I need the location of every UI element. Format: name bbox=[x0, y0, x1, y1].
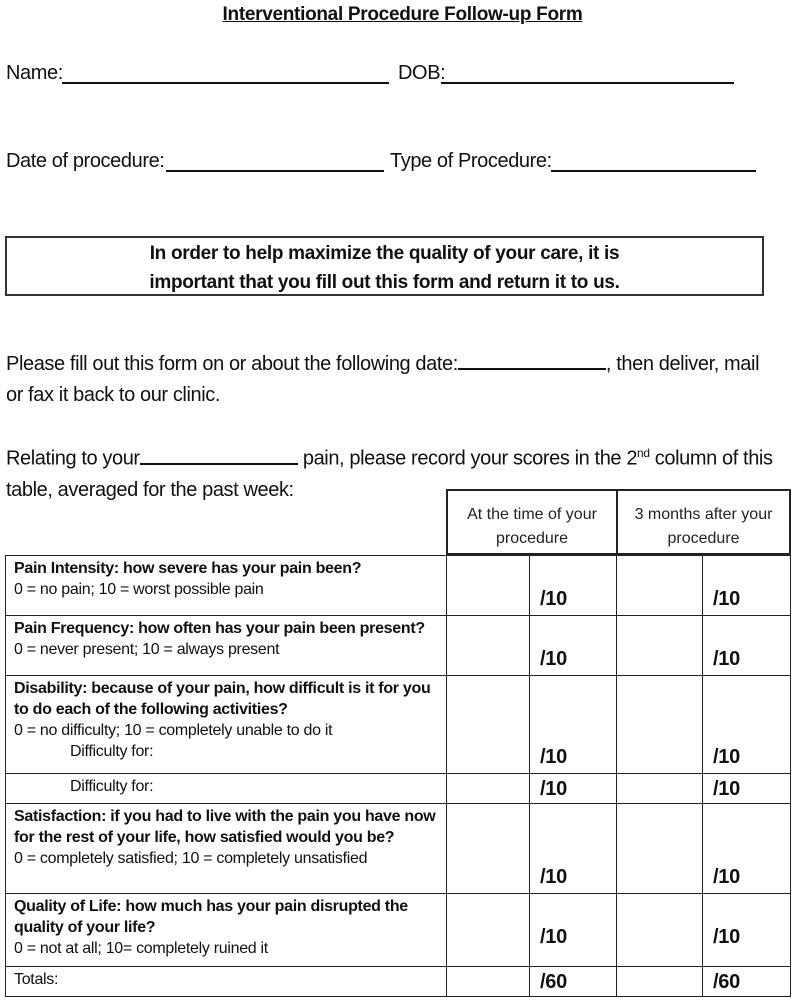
score-entry-cell[interactable] bbox=[447, 894, 530, 967]
score-value: /10 bbox=[703, 676, 791, 774]
instructions-paragraph-1 bbox=[6, 349, 791, 411]
row-title: Pain Intensity: how severe has your pain been? bbox=[14, 560, 362, 577]
row-description bbox=[6, 556, 447, 616]
table-row bbox=[6, 774, 791, 804]
score-entry-cell[interactable] bbox=[617, 556, 703, 616]
procedure-date-label: Date of procedure: bbox=[6, 150, 165, 172]
score-entry-cell[interactable] bbox=[447, 967, 530, 997]
row-sub: Difficulty for: bbox=[70, 743, 154, 760]
row-title: Satisfaction: if you had to live with the pain you have now for the rest of your life, how satisfied would you be? bbox=[14, 808, 436, 846]
p2-sup: nd bbox=[637, 446, 650, 460]
score-entry-cell[interactable] bbox=[447, 804, 530, 894]
p1-start: Please fill out this form on or about the following date: bbox=[6, 353, 458, 375]
score-entry-cell[interactable] bbox=[447, 616, 530, 676]
score-value: /10 bbox=[703, 804, 791, 894]
totals-label: Totals: bbox=[6, 967, 447, 997]
row-description bbox=[6, 616, 447, 676]
p2-after: column of this bbox=[649, 447, 773, 470]
notice-box bbox=[5, 236, 764, 296]
name-field[interactable] bbox=[62, 82, 389, 84]
row-description bbox=[6, 676, 447, 774]
procedure-type-field[interactable] bbox=[551, 170, 756, 172]
score-entry-cell[interactable] bbox=[617, 774, 703, 804]
row-sub: Difficulty for: bbox=[70, 778, 154, 795]
row-scale: 0 = not at all; 10= completely ruined it bbox=[14, 940, 268, 957]
score-entry-cell[interactable] bbox=[617, 967, 703, 997]
score-value: /10 bbox=[530, 804, 617, 894]
row-title: Pain Frequency: how often has your pain been present? bbox=[14, 620, 425, 637]
table-row bbox=[6, 804, 791, 894]
p1-mid: , then deliver, mail bbox=[605, 353, 760, 375]
row-scale: 0 = never present; 10 = always present bbox=[14, 641, 280, 658]
return-date-field[interactable] bbox=[458, 350, 606, 370]
score-entry-cell[interactable] bbox=[617, 894, 703, 967]
table-row-totals bbox=[6, 967, 791, 997]
row-title: Disability: because of your pain, how difficult is it for you to do each of the following activities? bbox=[14, 680, 431, 718]
score-table bbox=[5, 555, 791, 997]
score-entry-cell[interactable] bbox=[447, 556, 530, 616]
row-description bbox=[6, 894, 447, 967]
procedure-type-label: Type of Procedure: bbox=[390, 150, 552, 172]
procedure-date-field[interactable] bbox=[166, 170, 384, 172]
name-label: Name: bbox=[6, 62, 63, 84]
p2-start: Relating to your bbox=[6, 447, 140, 470]
table-row bbox=[6, 556, 791, 616]
score-value: /10 bbox=[530, 676, 617, 774]
p2-end: table, averaged for the past week: bbox=[6, 478, 294, 501]
score-entry-cell[interactable] bbox=[617, 676, 703, 774]
col-header-at-procedure: At the time of your procedure bbox=[446, 489, 618, 555]
total-value: /60 bbox=[703, 967, 791, 997]
p2-mid: pain, please record your scores in the 2 bbox=[297, 447, 638, 470]
p1-end: or fax it back to our clinic. bbox=[6, 384, 221, 406]
row-description bbox=[6, 774, 447, 804]
row-title: Quality of Life: how much has your pain disrupted the quality of your life? bbox=[14, 898, 408, 936]
score-value: /10 bbox=[530, 556, 617, 616]
score-value: /10 bbox=[530, 774, 617, 804]
score-value: /10 bbox=[703, 894, 791, 967]
score-value: /10 bbox=[530, 616, 617, 676]
score-value: /10 bbox=[703, 616, 791, 676]
form-title: Interventional Procedure Follow-up Form bbox=[222, 4, 583, 25]
score-entry-cell[interactable] bbox=[447, 676, 530, 774]
row-scale: 0 = no difficulty; 10 = completely unable to do it bbox=[14, 722, 333, 739]
score-entry-cell[interactable] bbox=[447, 774, 530, 804]
table-row bbox=[6, 894, 791, 967]
dob-field[interactable] bbox=[441, 82, 734, 84]
table-row bbox=[6, 676, 791, 774]
row-description bbox=[6, 804, 447, 894]
score-entry-cell[interactable] bbox=[617, 616, 703, 676]
row-scale: 0 = no pain; 10 = worst possible pain bbox=[14, 581, 264, 598]
score-entry-cell[interactable] bbox=[617, 804, 703, 894]
notice-line-1: In order to help maximize the quality of your care, it is bbox=[149, 243, 620, 264]
table-row bbox=[6, 616, 791, 676]
score-value: /10 bbox=[703, 774, 791, 804]
dob-label: DOB: bbox=[398, 62, 446, 84]
row-scale: 0 = completely satisfied; 10 = completely unsatisfied bbox=[14, 850, 368, 867]
score-value: /10 bbox=[703, 556, 791, 616]
notice-line-2: important that you fill out this form and return it to us. bbox=[149, 272, 620, 293]
total-value: /60 bbox=[530, 967, 617, 997]
pain-location-field[interactable] bbox=[140, 445, 298, 465]
score-value: /10 bbox=[530, 894, 617, 967]
col-header-3-months: 3 months after your procedure bbox=[616, 489, 791, 555]
